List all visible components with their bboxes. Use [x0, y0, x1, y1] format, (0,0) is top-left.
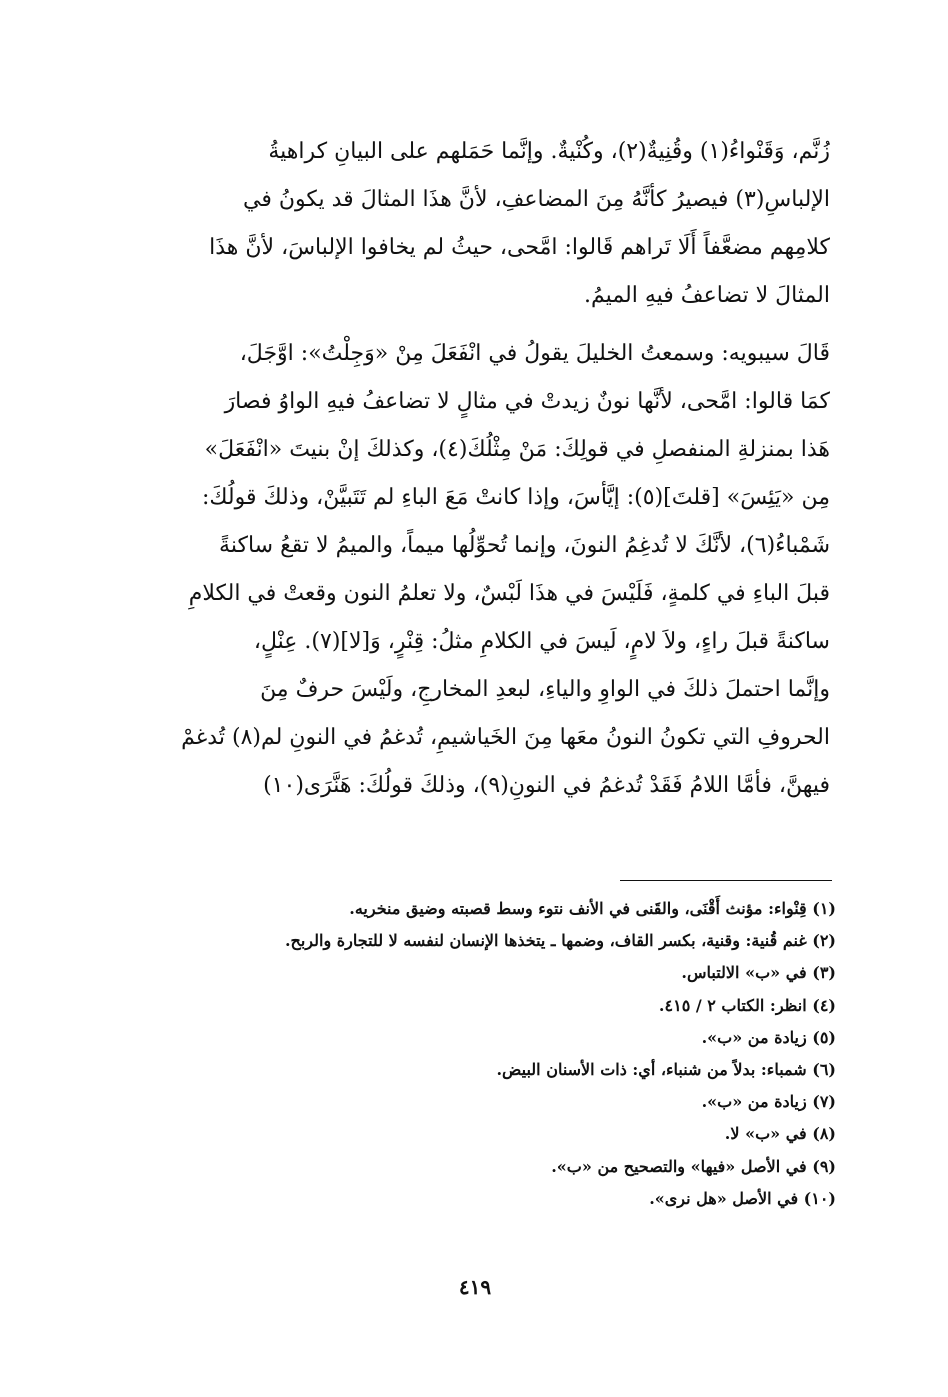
footnote: (٦) شمباء: بدلاً من شنباء، أي: ذات الأسنان البيض. — [496, 1060, 836, 1080]
footnote: (٨) في «ب» لا. — [724, 1124, 836, 1144]
footnote: (١٠) في الأصل «هل نرى». — [649, 1188, 836, 1208]
footnote: (٢) غنم قُنية: وقنية، بكسر القاف، وضمها ـ يتخذها الإنسان لنفسه لا للتجارة والربح. — [284, 931, 836, 951]
footnote: (٥) زيادة من «ب». — [701, 1027, 836, 1047]
text-line: كلامِهم مضعَّفاً أَلَا تَراهم قَالوا: امَّحى، حيثُ لم يخافوا الإلباسَ، لأنَّ هذَا — [209, 235, 830, 260]
footnote: (٩) في الأصل «فيها» والتصحيح من «ب». — [551, 1156, 836, 1176]
text-line: قَالَ سيبويه: وسمعتُ الخليلَ يقولُ في انْفَعَلَ مِنْ «وَجِلْتُ»: اوَّجَلَ، — [239, 341, 830, 366]
text-line: قبلَ الباءِ في كلمةٍ، فَلَيْسَ في هذَا لَبْسٌ، ولا تعلمُ النون وقعتْ في الكلامِ — [188, 581, 830, 606]
text-line: شَمْباءُ(٦)، لأنَّكَ لا تُدغِمُ النونَ، وإنما تُحوِّلُها ميماً، والميمُ لا تقعُ ساكنةً — [219, 533, 830, 558]
footnote: (١) قِنْواء: مؤنث أَقْنَى، والقَنى في الأنف نتوء وسط قصبته وضيق منخريه. — [349, 899, 836, 918]
page-number: ٤١٩ — [458, 1275, 492, 1299]
body-paragraph-1 — [130, 128, 830, 320]
text-line: زُنَّم، وَقَنْواءُ(١) وقُنِيةٌ(٢)، وكُنْيةٌ. وإنَّما حَمَلهم على البيانِ كراهيةُ — [268, 139, 830, 164]
text-line: الحروفِ التي تكونُ النونُ معَها مِنَ الخَياشيمِ، تُدغمُ في النونِ لم(٨) تُدغمْ — [181, 725, 830, 750]
footnote: (٤) انظر: الكتاب ٢ / ٤١٥. — [658, 995, 836, 1015]
text-line: هَذا بمنزلةِ المنفصلِ في قولِكَ: مَنْ مِثْلُكَ(٤)، وكذلكَ إنْ بنيتَ «انْفَعَلَ» — [204, 437, 830, 462]
footnotes — [136, 893, 836, 1215]
footnote: (٧) زيادة من «ب». — [701, 1092, 836, 1112]
text-line: فيهنَّ، فأمَّا اللامُ فَقَدْ تُدغمُ في النونِ(٩)، وذلكَ قولُكَ: هَنَّرَى(١٠) — [263, 773, 830, 798]
text-line: المثالَ لا تضاعفُ فيهِ الميمُ. — [584, 283, 830, 308]
text-line: ساكنةً قبلَ راءٍ، ولاَ لامٍ، لَيسَ في الكلامِ مثلُ: قِنْرٍ، وَ[لا](٧). عِنْلٍ، — [253, 629, 830, 654]
text-line: مِن «يَئِسَ» [قلتَ](٥): إيَّأسَ، وإذا كانتْ مَعَ الباءِ لم تَتَبيَّنْ، وذلكَ قولُكَ: — [201, 485, 830, 510]
text-line: كمَا قالوا: امَّحى، لأنَّها نونٌ زيدتْ في مثالٍ لا تضاعفُ فيهِ الواوُ فصارَ — [224, 389, 830, 414]
text-line: الإلباسِ(٣) فيصيرُ كأنَّهُ مِنَ المضاعفِ، لأنَّ هذَا المثالَ قد يكونُ في — [243, 187, 830, 212]
body-paragraph-2 — [130, 330, 830, 810]
footnote-divider — [620, 880, 832, 881]
text-line: وإنَّما احتملَ ذلكَ في الواوِ والياءِ، لبعدِ المخارجِ، ولَيْسَ حرفٌ مِنَ — [260, 677, 830, 702]
footnote: (٣) في «ب» الالتباس. — [681, 963, 836, 983]
